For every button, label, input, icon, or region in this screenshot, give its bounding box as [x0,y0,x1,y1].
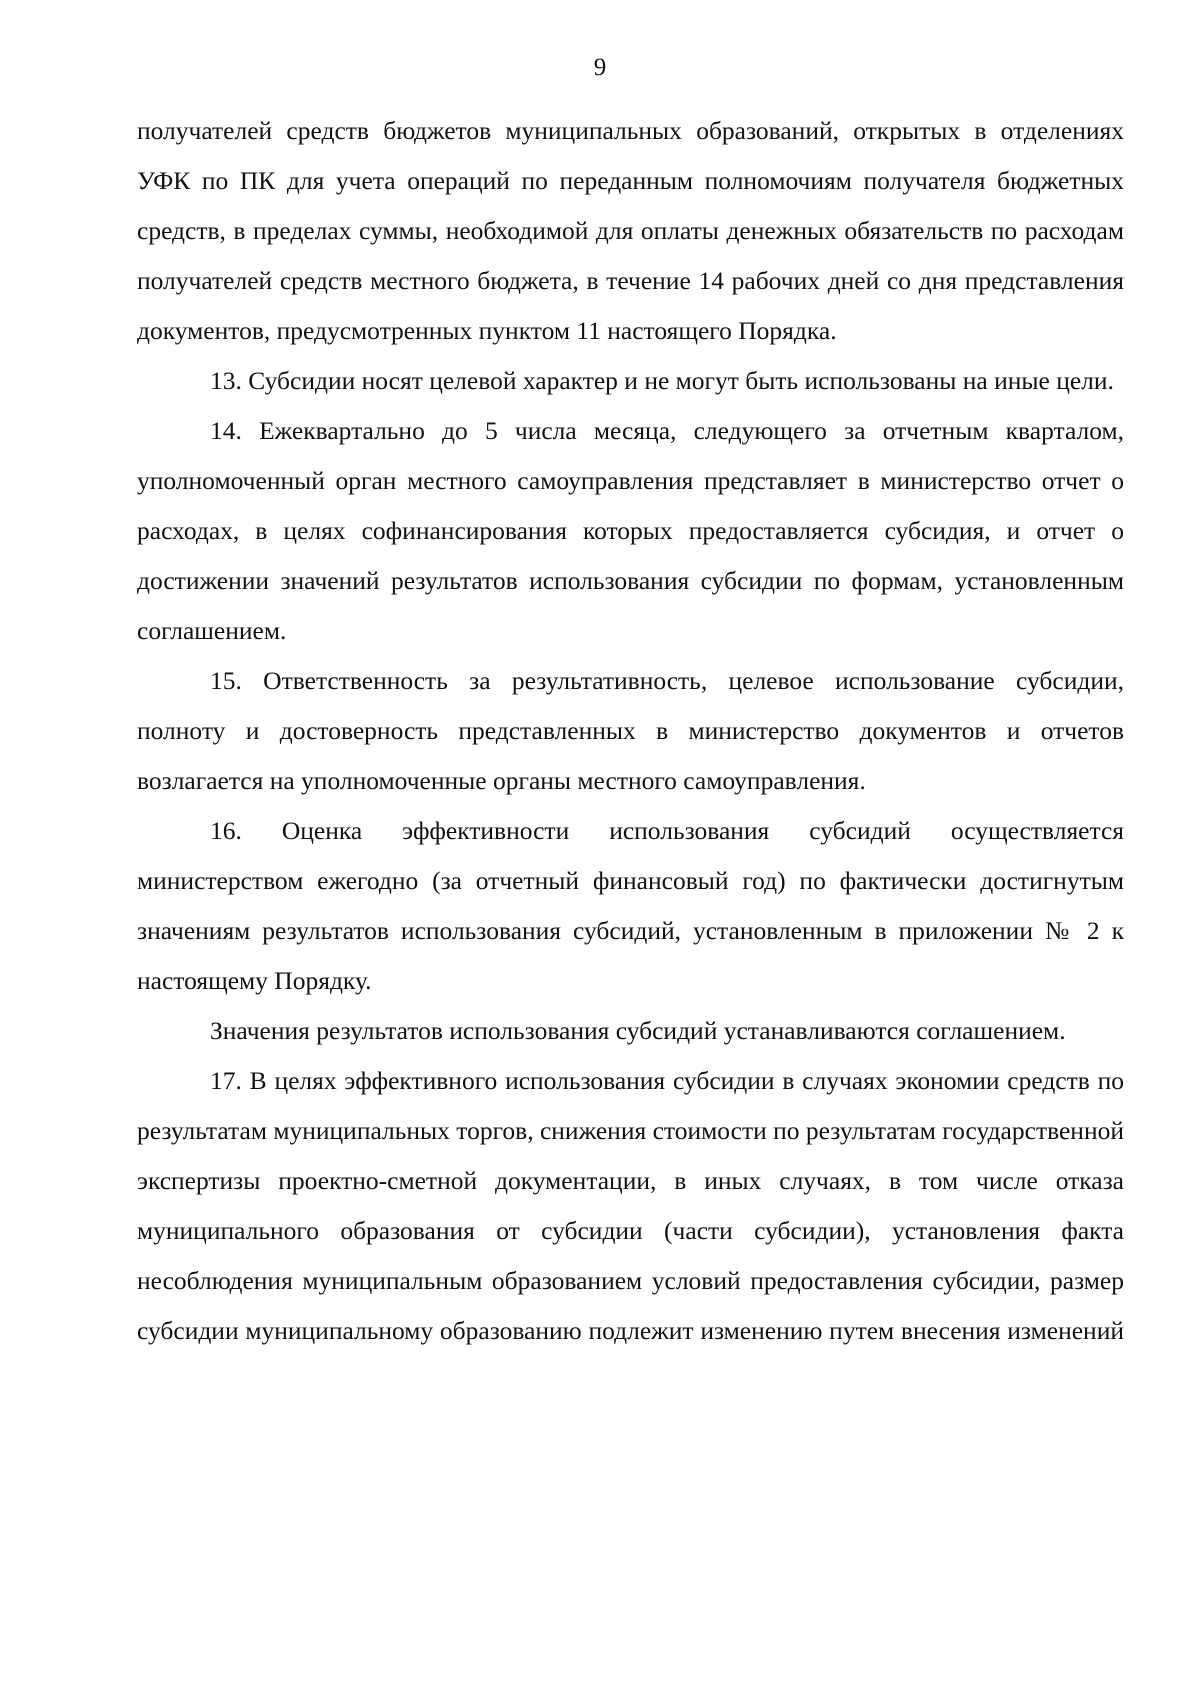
paragraph-13: 13. Субсидии носят целевой характер и не могут быть использованы на иные цели. [210,366,1114,395]
paragraph-15: 15. Ответственность за результативность, целевое использование субсидии, полноту и достоверность представленных в министерство документов и отчетов возлагается на уполномоченные органы местного самоуправления. [137,666,1124,795]
paragraph-16-values: Значения результатов использования субсидий устанавливаются соглашением. [210,1016,1066,1045]
paragraph-16: 16. Оценка эффективности использования субсидий осуществляется министерством ежегодно (за отчетный финансовый год) по фактически достигнутым значениям результатов использования субсидий, установленным в приложении № 2 к настоящему Порядку. [137,816,1124,995]
paragraph-17: 17. В целях эффективного использования субсидии в случаях экономии средств по результатам муниципальных торгов, снижения стоимости по результатам государственной экспертизы проектно-сметной документации, в иных случаях, в том числе отказа муниципального образования от субсидии (части субсидии), установления факта несоблюдения муниципальным образованием условий предоставления субсидии, размер субсидии муниципальному образованию подлежит изменению путем внесения изменений [137,1066,1124,1345]
document-body [137,106,1124,1356]
paragraph-continuation: получателей средств бюджетов муниципальных образований, открытых в отделениях УФК по ПК для учета операций по переданным полномочиям получателя бюджетных средств, в пределах суммы, необходимой для оплаты денежных обязательств по расходам получателей средств местного бюджета, в течение 14 рабочих дней со дня представления документов, предусмотренных пунктом 11 настоящего Порядка. [137,116,1124,345]
page-number: 9 [593,54,607,81]
paragraph-14: 14. Ежеквартально до 5 числа месяца, следующего за отчетным кварталом, уполномоченный орган местного самоуправления представляет в министерство отчет о расходах, в целях софинансирования которых предоставляется субсидия, и отчет о достижении значений результатов использования субсидии по формам, установленным соглашением. [137,416,1124,645]
